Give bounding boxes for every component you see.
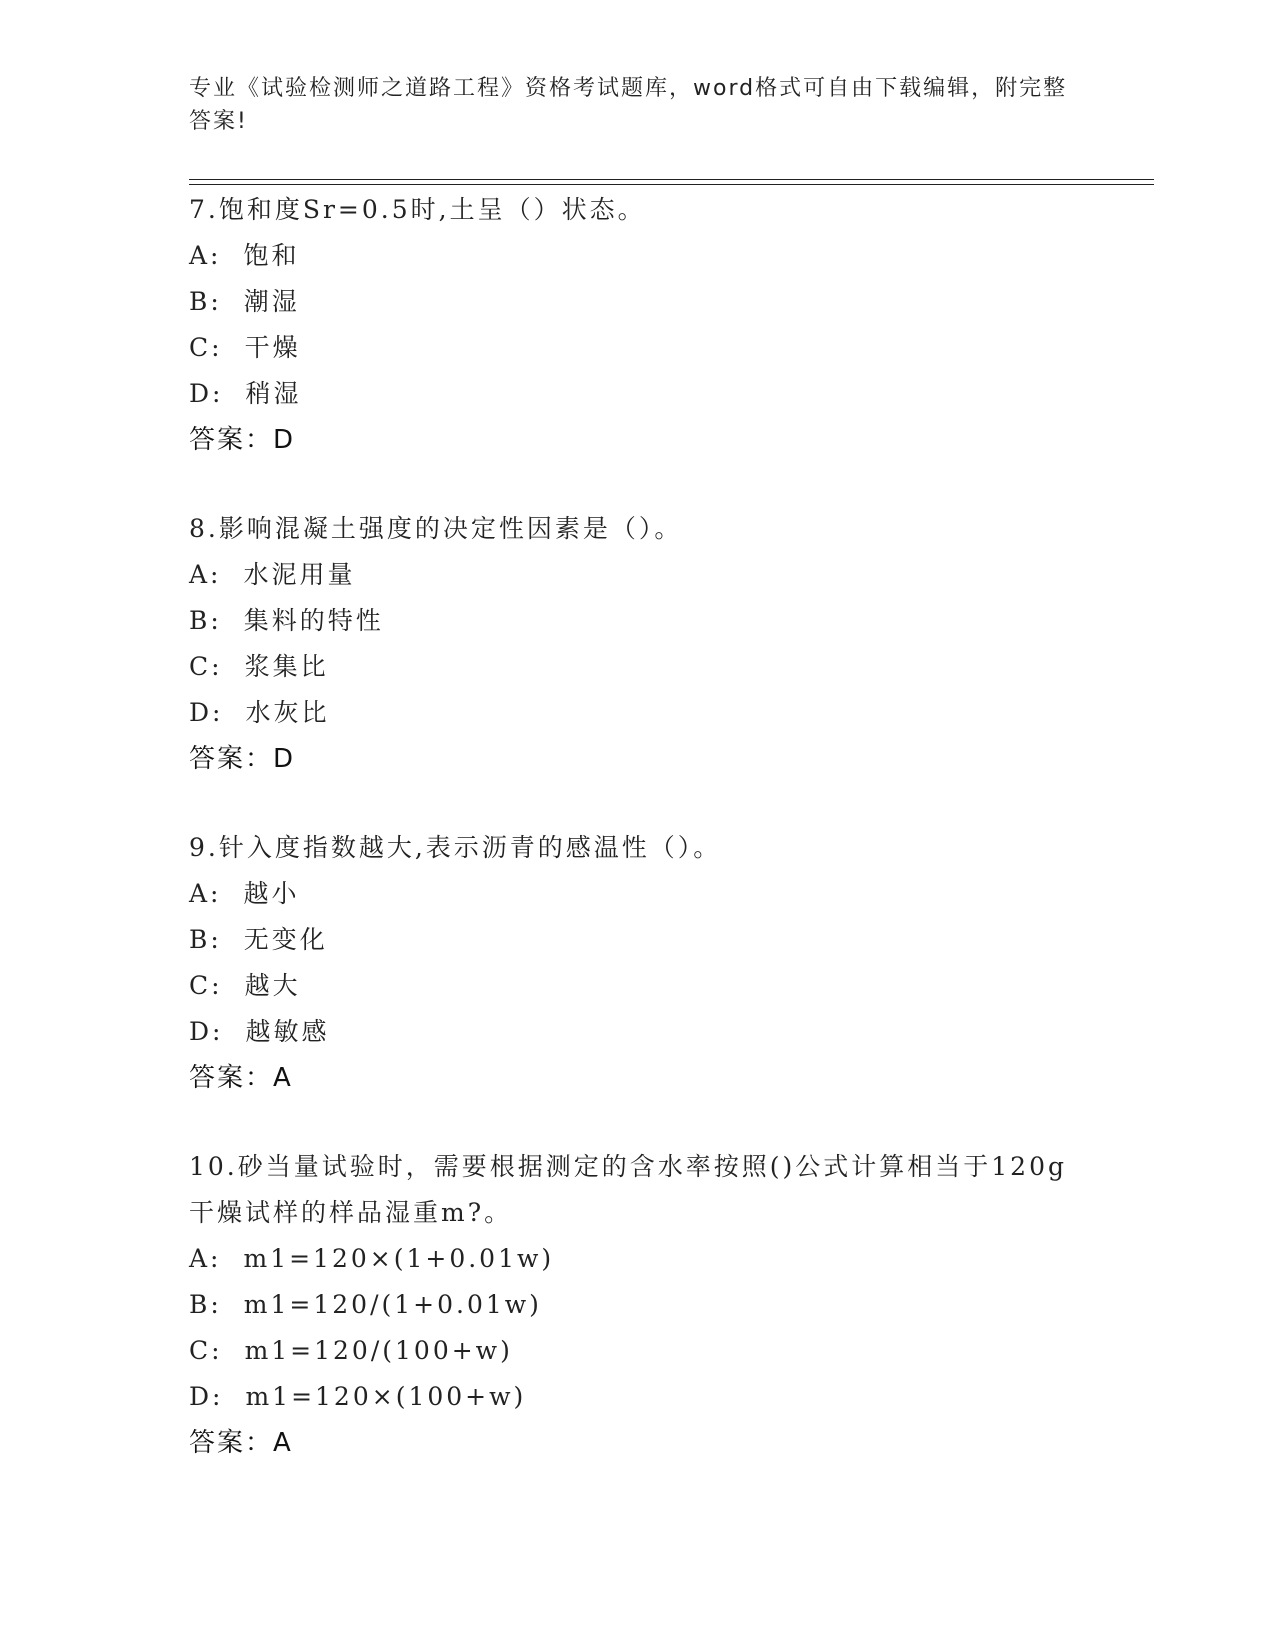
option-c: C: 浆集比 — [189, 652, 329, 681]
option-b: B: m1=120/(1+0.01w) — [189, 1290, 542, 1319]
option-b: B: 集料的特性 — [189, 606, 384, 635]
question-9 — [189, 825, 1089, 1101]
option-b: B: 无变化 — [189, 925, 328, 954]
option-d: D: 稍湿 — [189, 379, 302, 408]
question-8 — [189, 506, 1089, 782]
option-d: D: 水灰比 — [189, 698, 330, 727]
option-c: C: m1=120/(100+w) — [189, 1336, 513, 1365]
option-a: A: 水泥用量 — [189, 560, 356, 589]
question-stem: 8.影响混凝土强度的决定性因素是（）。 — [189, 514, 683, 543]
answer: 答案：D — [189, 744, 296, 774]
question-10 — [189, 1144, 1079, 1466]
answer: 答案：A — [189, 1428, 293, 1458]
option-d: D: 越敏感 — [189, 1017, 330, 1046]
document-intro: 专业《试验检测师之道路工程》资格考试题库，word格式可自由下载编辑，附完整答案! — [189, 76, 1068, 134]
option-a: A: 饱和 — [189, 241, 300, 270]
question-7 — [189, 187, 1089, 463]
option-b: B: 潮湿 — [189, 287, 300, 316]
header-rule-top — [189, 179, 1154, 180]
answer: 答案：D — [189, 425, 296, 455]
option-a: A: m1=120×(1+0.01w) — [189, 1244, 555, 1273]
option-d: D: m1=120×(100+w) — [189, 1382, 527, 1411]
answer: 答案：A — [189, 1063, 293, 1093]
question-stem: 9.针入度指数越大,表示沥青的感温性（）。 — [189, 833, 722, 862]
option-a: A: 越小 — [189, 879, 300, 908]
option-c: C: 干燥 — [189, 333, 301, 362]
question-stem: 10.砂当量试验时，需要根据测定的含水率按照()公式计算相当于120g干燥试样的样品湿重m?。 — [189, 1152, 1067, 1227]
header-rule-bottom — [189, 184, 1154, 185]
question-stem: 7.饱和度Sr=0.5时,土呈（）状态。 — [189, 195, 646, 224]
option-c: C: 越大 — [189, 971, 301, 1000]
